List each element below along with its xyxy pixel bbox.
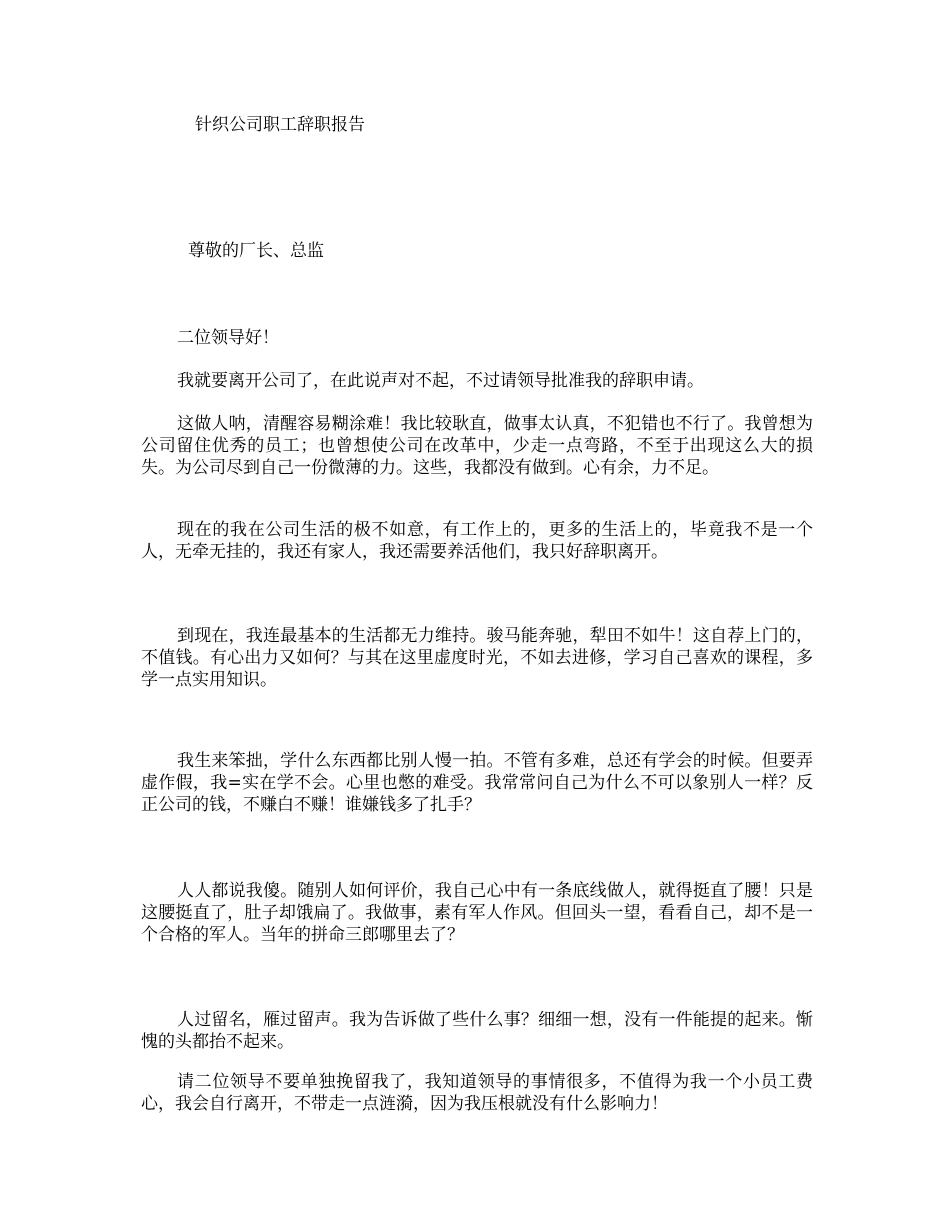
paragraph-body: 人人都说我傻。随别人如何评价，我自己心中有一条底线做人，就得挺直了腰！只是这腰挺直了，肚子却饿扁了。我做事，素有军人作风。但回头一望，看看自己，却不是一个合格的军人。当年的拼命三郎哪里去了？ xyxy=(141,881,813,945)
paragraph-greeting: 二位领导好！ xyxy=(177,328,279,348)
document-title: 针织公司职工辞职报告 xyxy=(195,115,365,135)
salutation: 尊敬的厂长、总监 xyxy=(188,241,324,261)
paragraph-body: 人过留名，雁过留声。我为告诉做了些什么事？细细一想，没有一件能提的起来。惭愧的头都抬不起来。 xyxy=(141,1010,813,1052)
paragraph-body: 到现在，我连最基本的生活都无力维持。骏马能奔驰，犁田不如牛！这自荐上门的，不值钱。有心出力又如何？与其在这里虚度时光，不如去进修，学习自己喜欢的课程，多学一点实用知识。 xyxy=(141,626,813,690)
paragraph-body: 这做人呐，清醒容易糊涂难！我比较耿直，做事太认真，不犯错也不行了。我曾想为公司留住优秀的员工；也曾想使公司在改革中，少走一点弯路，不至于出现这么大的损失。为公司尽到自己一份微薄的力。这些，我都没有做到。心有余，力不足。 xyxy=(141,414,813,478)
paragraph-request: 我就要离开公司了，在此说声对不起，不过请领导批准我的辞职申请。 xyxy=(177,371,704,391)
paragraph-body: 现在的我在公司生活的极不如意，有工作上的，更多的生活上的，毕竟我不是一个人，无牵无挂的，我还有家人，我还需要养活他们，我只好辞职离开。 xyxy=(141,520,813,562)
paragraph-closing: 请二位领导不要单独挽留我了，我知道领导的事情很多，不值得为我一个小员工费心，我会自行离开，不带走一点涟漪，因为我压根就没有什么影响力！ xyxy=(141,1072,813,1114)
paragraph-body: 我生来笨拙，学什么东西都比别人慢一拍。不管有多难，总还有学会的时候。但要弄虚作假，我=实在学不会。心里也憋的难受。我常常问自己为什么不可以象别人一样？反正公司的钱，不赚白不赚！谁嫌钱多了扎手？ xyxy=(141,751,813,815)
